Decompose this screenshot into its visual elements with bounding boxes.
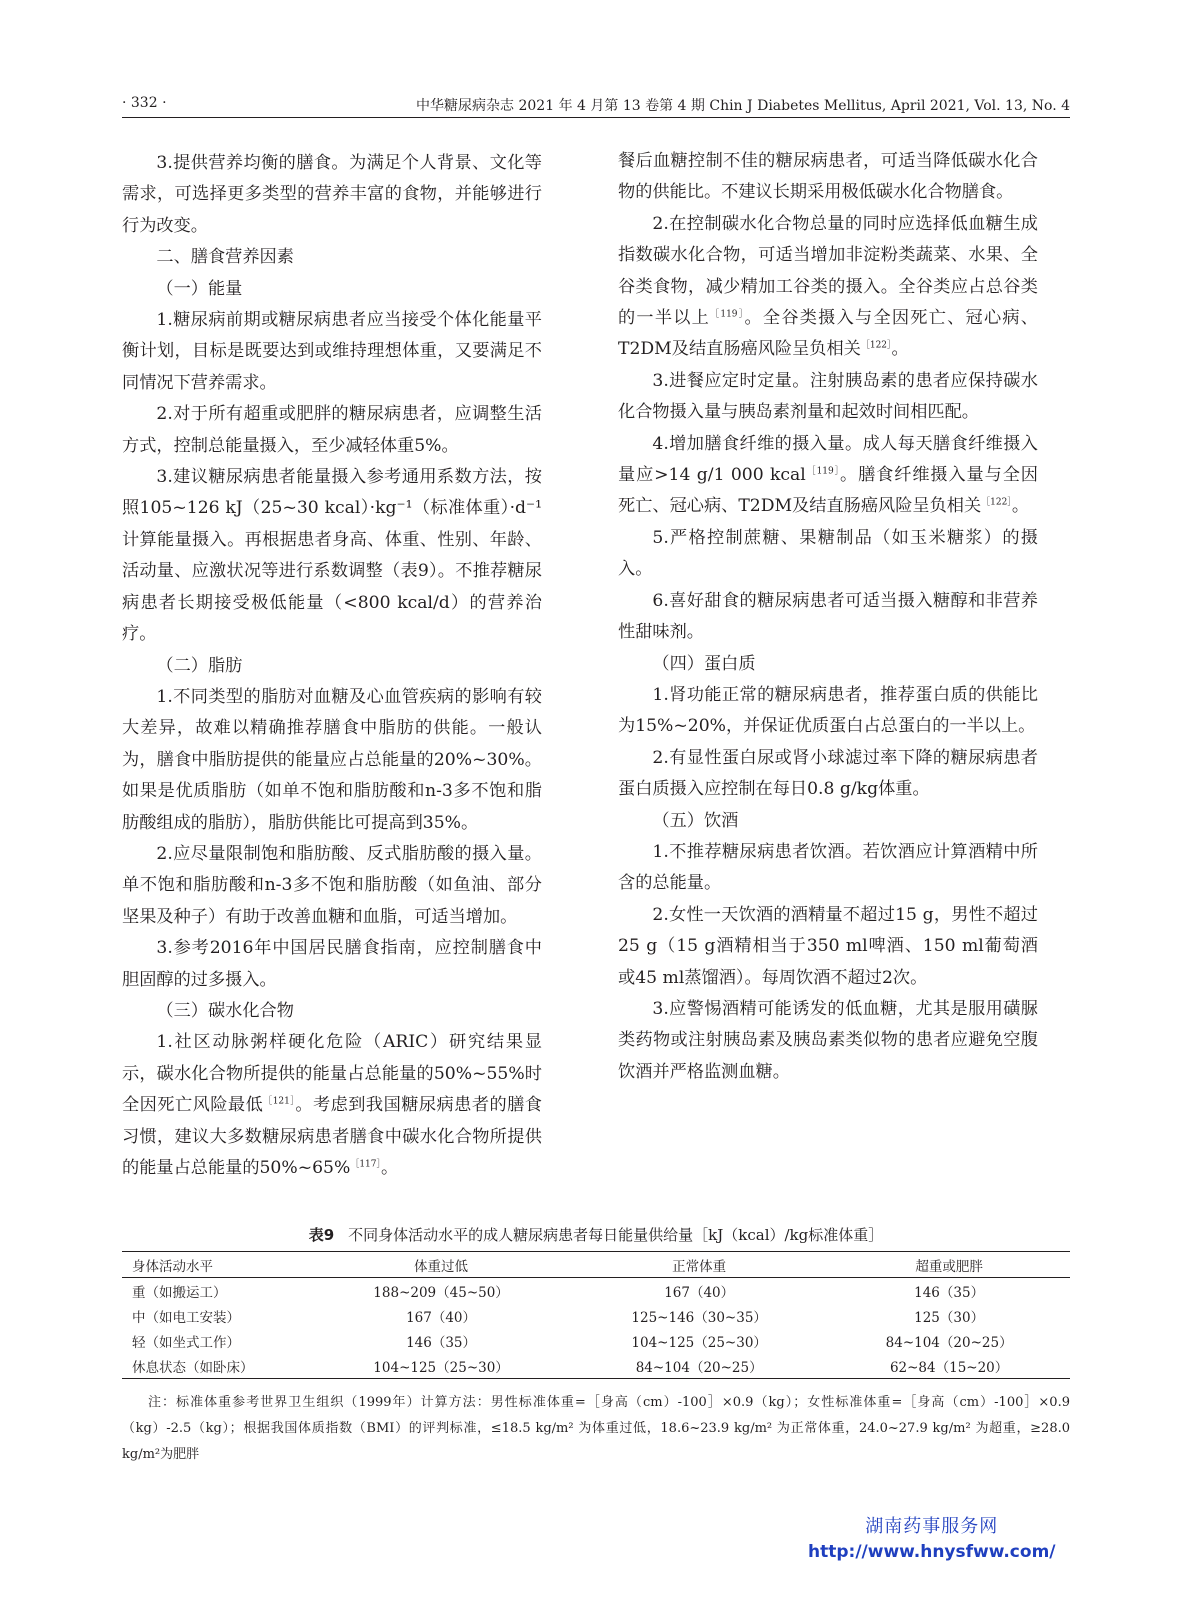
citation-ref: ［121］ (263, 1096, 296, 1107)
text-run: 。考虑到我国糖尿病患者的膳食习惯，建议大多数糖尿病患者膳食中碳水化合物所提供的能量占总能量的50%~65% (122, 1095, 542, 1178)
paragraph: 3.提供营养均衡的膳食。为满足个人背景、文化等需求，可选择更多类型的营养丰富的食物，并能够进行行为改变。 (122, 153, 542, 236)
table-cell: 125~146（30~35） (631, 1309, 767, 1326)
paragraph: 6.喜好甜食的糖尿病患者可适当摄入糖醇和非营养性甜味剂。 (618, 590, 1038, 643)
table-note (122, 1390, 1070, 1468)
paragraph-continued: 餐后血糖控制不佳的糖尿病患者，可适当降低碳水化合物的供能比。不建议长期采用极低碳水化合物膳食。 (618, 151, 1038, 203)
paragraph (618, 429, 1038, 523)
column-header: 超重或肥胖 (915, 1258, 983, 1275)
table-cell: 62~84（15~20） (889, 1359, 1009, 1376)
paragraph: 2.应尽量限制饱和脂肪酸、反式脂肪酸的摄入量。单不饱和脂肪酸和n-3多不饱和脂肪酸（如鱼油、部分坚果及种子）有助于改善血糖和血脂，可适当增加。 (122, 843, 542, 927)
table-row (122, 1328, 1070, 1353)
table-cell: 125（30） (914, 1309, 985, 1326)
table-cell: 188~209（45~50） (373, 1284, 509, 1301)
table-cell: 重（如搬运工） (132, 1284, 227, 1301)
paragraph: 3.进餐应定时定量。注射胰岛素的患者应保持碳水化合物摄入量与胰岛素剂量和起效时间相匹配。 (618, 370, 1038, 423)
table-row (122, 1303, 1070, 1328)
table-caption (122, 1224, 1070, 1245)
text-run: 。膳食纤维摄入量与全因死亡、冠心病、T2DM及结直肠癌风险呈负相关 (618, 465, 1038, 517)
table-cell: 146（35） (914, 1284, 985, 1301)
table-cell: 146（35） (406, 1334, 477, 1351)
table-cell: 167（40） (664, 1284, 735, 1301)
text-run: 2.在控制碳水化合物总量的同时应选择低血糖生成指数碳水化合物，可适当增加非淀粉类蔬菜、水果、全谷类食物，减少精加工谷类的摄入。全谷类应占总谷类的一半以上 (618, 213, 1038, 329)
table-cell: 104~125（25~30） (631, 1334, 767, 1351)
note-text: 注：标准体重参考世界卫生组织（1999年）计算方法：男性标准体重=［身高（cm）-100］×0.9（kg）；女性标准体重=［身高（cm）-100］×0.9（kg）-2.5（kg）；根据我国体质指数（BMI）的评判标准，≤18.5 kg/m² 为体重过低，18.6~23.9 kg/m² 为正常体重，24.0~27.9 kg/m² 为超重，≥28.0 kg/m²为肥胖 (122, 1395, 1070, 1462)
column-header: 体重过低 (414, 1258, 469, 1275)
paragraph: 3.参考2016年中国居民膳食指南，应控制膳食中胆固醇的过多摄入。 (122, 938, 542, 990)
text-run: 。 (1011, 496, 1030, 517)
paragraph: 1.不同类型的脂肪对血糖及心血管疾病的影响有较大差异，故难以精确推荐膳食中脂肪的供能。一般认为，膳食中脂肪提供的能量应占总能量的20%~30%。如果是优质脂肪（如单不饱和脂肪酸和n-3多不饱和脂肪酸组成的脂肪），脂肪供能比可提高到35%。 (122, 686, 542, 833)
text-run: 4.增加膳食纤维的摄入量。成人每天膳食纤维摄入量应>14 g/1 000 kcal (618, 433, 1038, 486)
subsection-heading: （一）能量 (156, 278, 243, 299)
text-run: 。全谷类摄入与全因死亡、冠心病、T2DM及结直肠癌风险呈负相关 (618, 308, 1038, 360)
table-label: 表9 (308, 1226, 335, 1244)
paragraph: 3.应警惕酒精可能诱发的低血糖，尤其是服用磺脲类药物或注射胰岛素及胰岛素类似物的患者应避免空腹饮酒并严格监测血糖。 (618, 998, 1038, 1082)
paragraph: 1.糖尿病前期或糖尿病患者应当接受个体化能量平衡计划，目标是既要达到或维持理想体重，又要满足不同情况下营养需求。 (122, 310, 542, 393)
table-header-row (122, 1252, 1070, 1278)
paragraph: 3.建议糖尿病患者能量摄入参考通用系数方法，按照105~126 kJ（25~30 kcal）·kg⁻¹（标准体重）·d⁻¹计算能量摄入。再根据患者身高、体重、性别、年龄、活动量、应激状况等进行系数调整（表9）。不推荐糖尿病患者长期接受极低能量（<800 kcal/d）的营养治疗。 (122, 467, 542, 645)
running-header (122, 95, 1070, 118)
watermark-url: http://www.hnysfww.com/ (808, 1542, 1056, 1562)
page-number: · 332 · (122, 95, 167, 111)
section-heading: 二、膳食营养因素 (156, 247, 294, 268)
table-cell: 104~125（25~30） (373, 1359, 509, 1376)
table-cell: 休息状态（如卧床） (132, 1359, 254, 1376)
citation-ref: ［117］ (350, 1159, 381, 1170)
table-row (122, 1353, 1070, 1379)
table-cell: 轻（如坐式工作） (132, 1334, 240, 1351)
table-cell: 中（如电工安装） (132, 1309, 240, 1326)
journal-citation: 中华糖尿病杂志 2021 年 4 月第 13 卷第 4 期 Chin J Diabetes Mellitus, April 2021, Vol. 13, No. 4 (416, 98, 1070, 114)
paragraph: 1.肾功能正常的糖尿病患者，推荐蛋白质的供能比为15%~20%，并保证优质蛋白占总蛋白的一半以上。 (618, 684, 1038, 737)
watermark (808, 1512, 1056, 1562)
subsection-heading: （五）饮酒 (652, 810, 739, 831)
paragraph: 2.对于所有超重或肥胖的糖尿病患者，应调整生活方式，控制总能量摄入，至少减轻体重5%。 (122, 404, 542, 456)
paragraph (122, 1027, 542, 1184)
paragraph: 5.严格控制蔗糖、果糖制品（如玉米糖浆）的摄入。 (618, 527, 1038, 580)
table-cell: 167（40） (406, 1309, 477, 1326)
paragraph: 1.不推荐糖尿病患者饮酒。若饮酒应计算酒精中所含的总能量。 (618, 841, 1038, 894)
citation-ref: ［122］ (981, 497, 1012, 508)
table-cell: 84~104（20~25） (635, 1359, 763, 1376)
subsection-heading: （四）蛋白质 (652, 653, 756, 674)
watermark-name: 湖南药事服务网 (865, 1516, 999, 1537)
table-title: 不同身体活动水平的成人糖尿病患者每日能量供给量［kJ（kcal）/kg标准体重］ (348, 1226, 884, 1244)
column-header: 身体活动水平 (132, 1258, 213, 1275)
column-header: 正常体重 (672, 1258, 727, 1275)
energy-table (122, 1251, 1070, 1379)
table-row (122, 1278, 1070, 1304)
citation-ref: ［119］ (805, 466, 841, 477)
text-run: 。 (381, 1158, 399, 1178)
paragraph: 2.有显性蛋白尿或肾小球滤过率下降的糖尿病患者蛋白质摄入应控制在每日0.8 g/kg体重。 (618, 747, 1038, 800)
text-run: 。 (891, 339, 909, 360)
subsection-heading: （二）脂肪 (156, 655, 243, 676)
right-column (618, 146, 1038, 1088)
text-run: 1.社区动脉粥样硬化危险（ARIC）研究结果显示，碳水化合物所提供的能量占总能量的50%~55%时全因死亡风险最低 (122, 1032, 542, 1116)
paragraph: 2.女性一天饮酒的酒精量不超过15 g，男性不超过25 g（15 g酒精相当于350 ml啤酒、150 ml葡萄酒或45 ml蒸馏酒）。每周饮酒不超过2次。 (618, 904, 1038, 988)
paragraph (618, 209, 1038, 366)
left-column (122, 148, 542, 1184)
citation-ref: ［119］ (710, 309, 745, 320)
table-cell: 84~104（20~25） (885, 1334, 1013, 1351)
citation-ref: ［122］ (860, 340, 892, 351)
subsection-heading: （三）碳水化合物 (156, 1000, 294, 1021)
